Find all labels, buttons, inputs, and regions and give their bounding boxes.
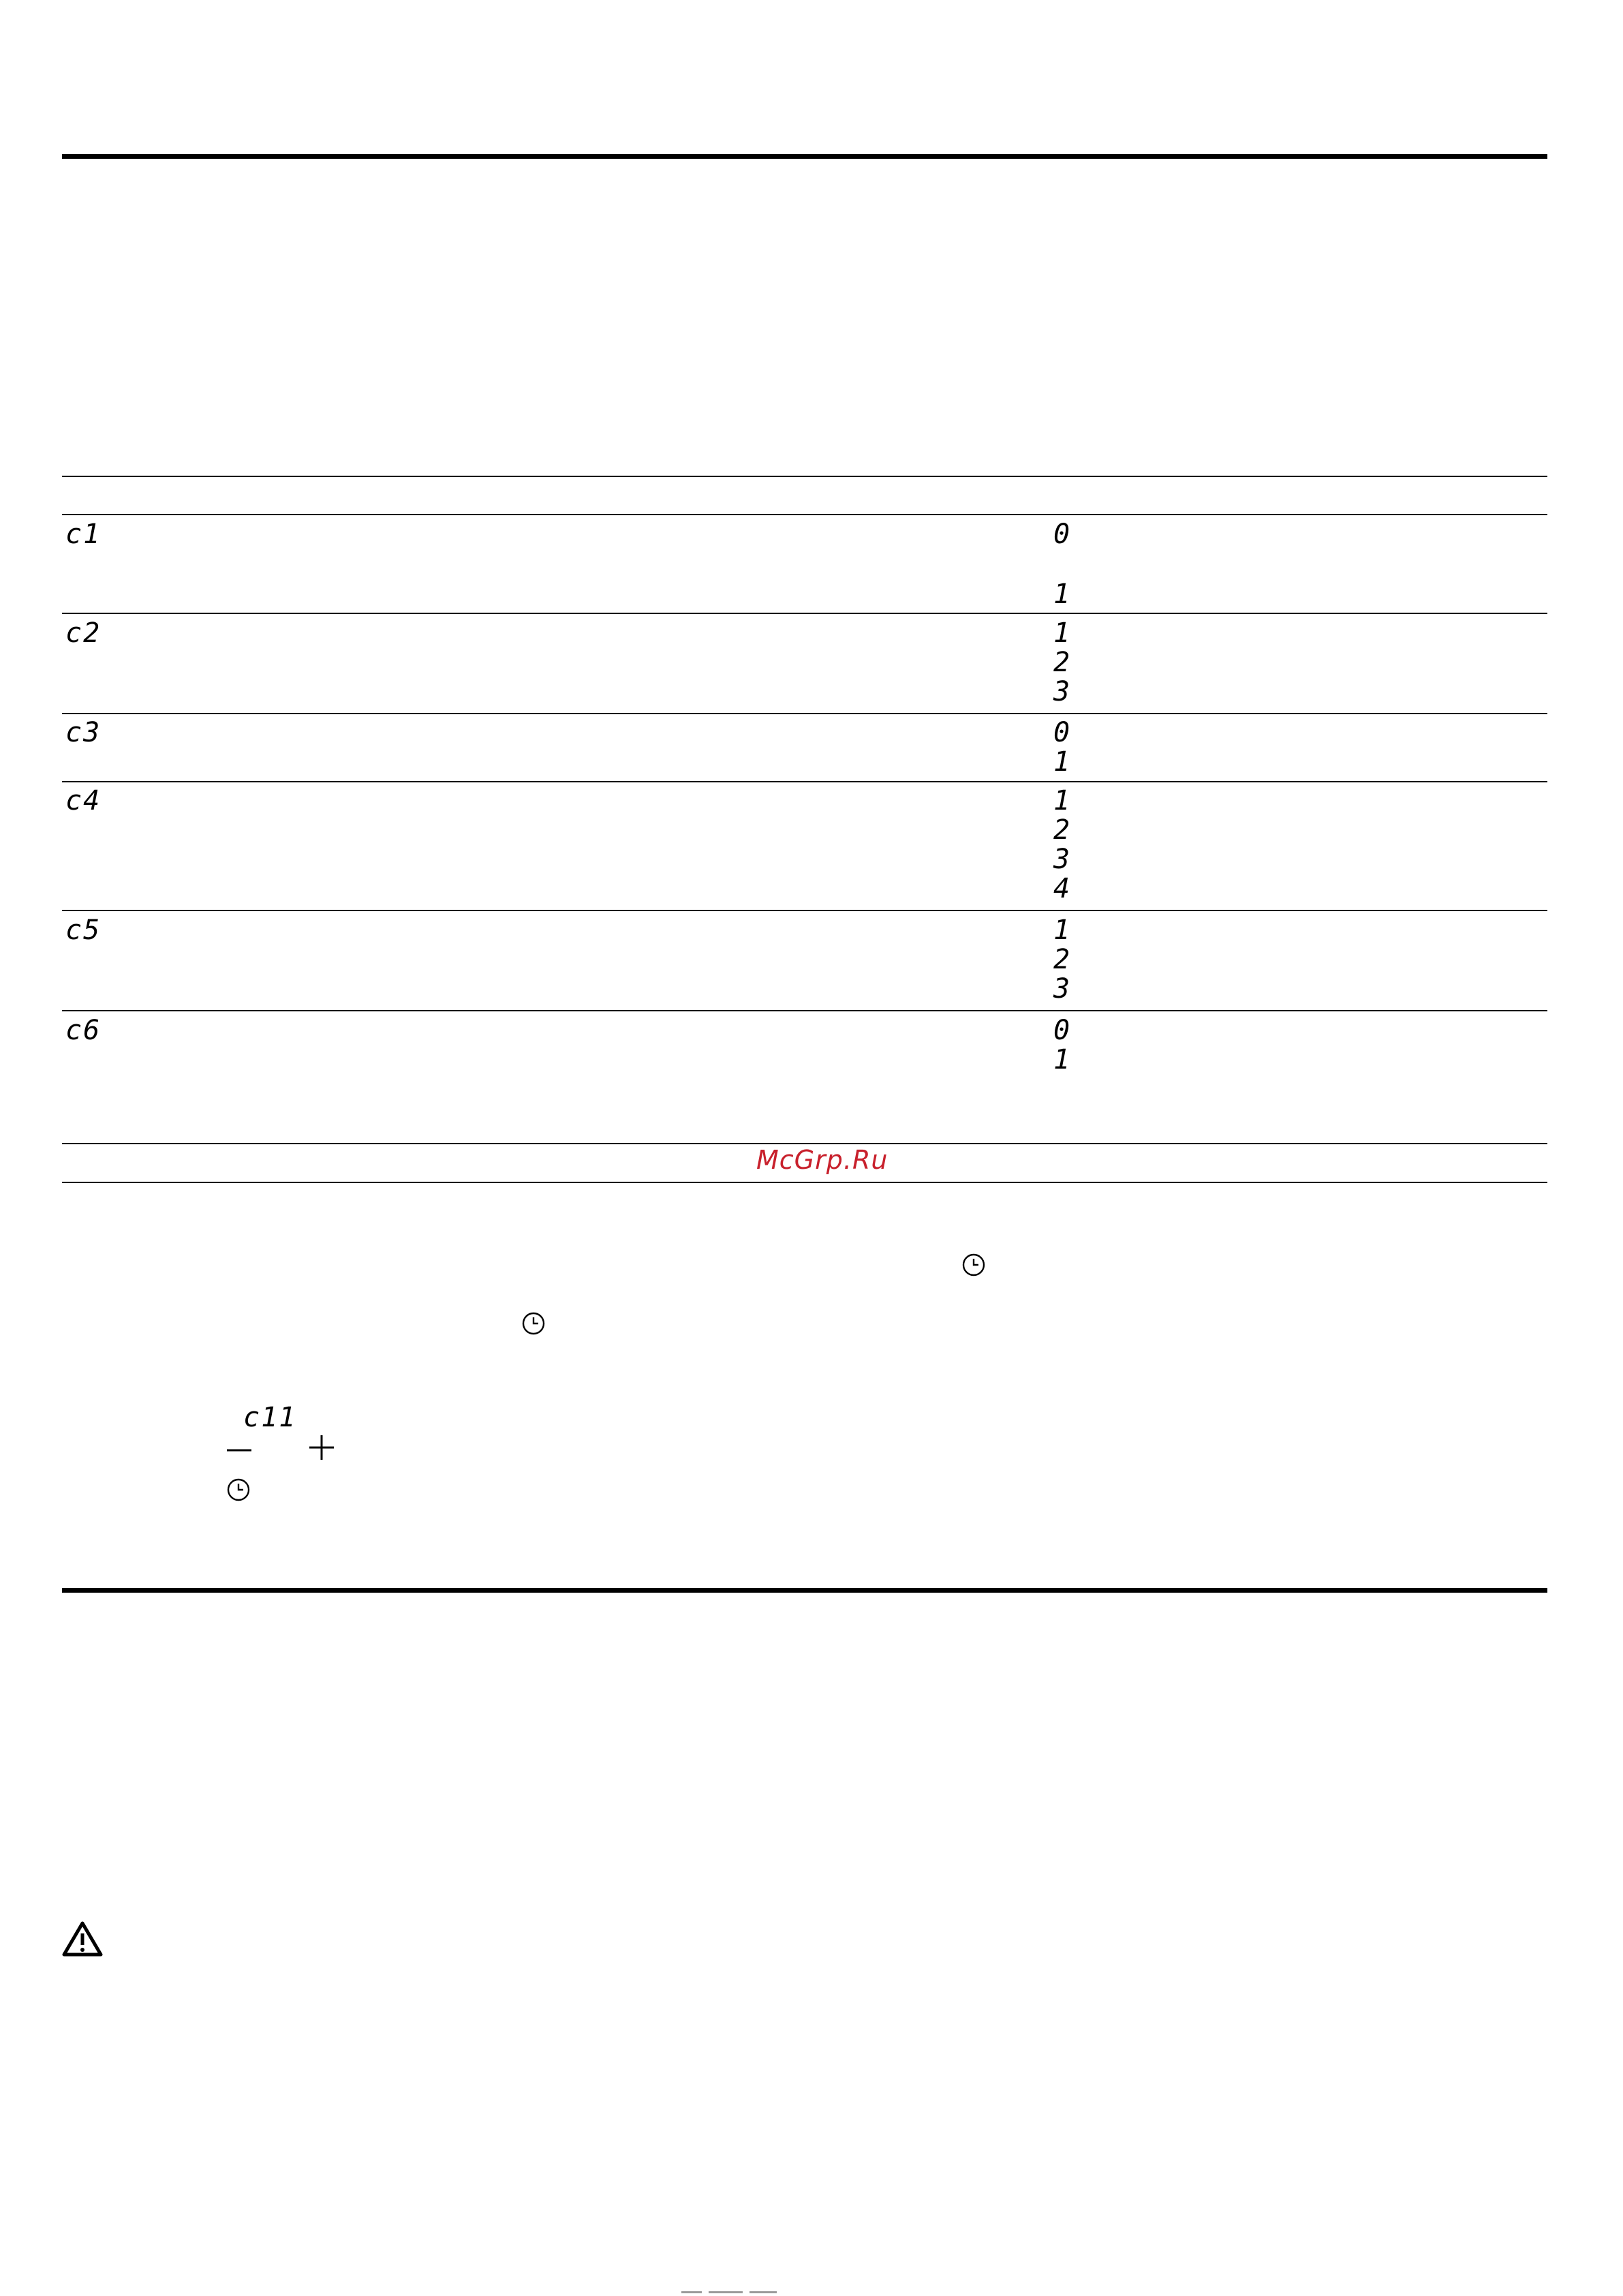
watermark: McGrp.Ru	[756, 1145, 888, 1175]
timer-icon	[521, 1311, 546, 1336]
table-row-divider	[62, 1010, 1547, 1011]
setting-value: 1	[1053, 746, 1072, 778]
setting-code: c2	[65, 617, 102, 649]
table-row-divider	[62, 713, 1547, 714]
section-divider-top	[62, 154, 1547, 159]
plus-icon	[308, 1434, 335, 1461]
setting-value: 1	[1053, 1044, 1072, 1075]
setting-value: 0	[1053, 1015, 1072, 1046]
table-header-top-rule	[62, 476, 1547, 477]
table-row-divider	[62, 910, 1547, 911]
setting-value: 2	[1053, 647, 1072, 678]
setting-value: 4	[1053, 873, 1072, 904]
setting-code: c5	[65, 915, 102, 946]
setting-code: c4	[65, 785, 102, 816]
setting-value: 1	[1053, 617, 1072, 649]
setting-value: 3	[1053, 973, 1072, 1005]
setting-value: 2	[1053, 814, 1072, 846]
minus-icon	[226, 1446, 253, 1454]
setting-code: c6	[65, 1015, 102, 1046]
table-row-divider	[62, 781, 1547, 782]
table-footer-bottom-rule	[62, 1182, 1547, 1183]
setting-value: 3	[1053, 844, 1072, 875]
table-row-divider	[62, 613, 1547, 614]
setting-value: 1	[1053, 579, 1072, 610]
setting-value: 2	[1053, 944, 1072, 975]
setting-value: 1	[1053, 915, 1072, 946]
table-footer-top-rule	[62, 1143, 1547, 1144]
timer-icon	[961, 1253, 986, 1277]
table-header-bottom-rule	[62, 514, 1547, 515]
display-code: c11	[243, 1402, 297, 1433]
timer-icon	[226, 1478, 251, 1502]
setting-value: 0	[1053, 519, 1072, 550]
setting-value: 3	[1053, 676, 1072, 707]
setting-code: c1	[65, 519, 102, 550]
warning-triangle-icon	[62, 1920, 103, 1957]
setting-code: c3	[65, 717, 102, 748]
setting-value: 0	[1053, 717, 1072, 748]
section-divider-bottom	[62, 1588, 1547, 1593]
footer-marks	[681, 2290, 790, 2294]
setting-value: 1	[1053, 785, 1072, 816]
